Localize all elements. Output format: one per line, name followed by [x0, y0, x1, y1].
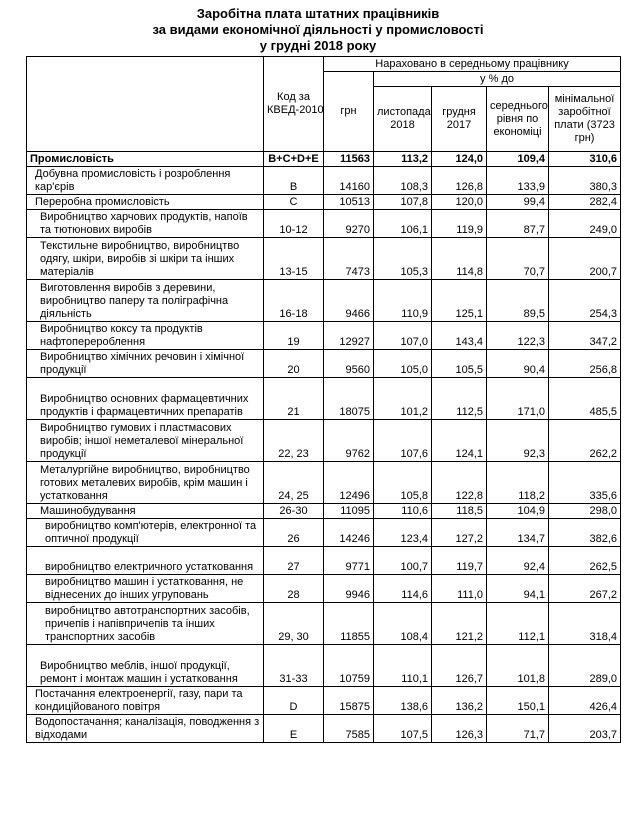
row-dec: 120,0 — [432, 195, 487, 210]
row-avg: 89,5 — [487, 280, 549, 322]
row-dec: 114,8 — [432, 238, 487, 280]
row-code: 31-33 — [264, 645, 324, 687]
row-name: Виробництво хімічних речовин і хімічної продукції — [27, 350, 264, 378]
row-uah: 11855 — [324, 603, 374, 645]
row-min: 380,3 — [549, 167, 621, 195]
row-avg: 90,4 — [487, 350, 549, 378]
row-uah: 7585 — [324, 715, 374, 743]
row-nov: 113,2 — [374, 152, 432, 167]
row-uah: 10513 — [324, 195, 374, 210]
row-name: Виробництво меблів, іншої продукції, ремонт і монтаж машин і устатковання — [27, 645, 264, 687]
row-nov: 101,2 — [374, 378, 432, 420]
row-min: 203,7 — [549, 715, 621, 743]
table-row — [27, 575, 621, 603]
row-code: D — [264, 687, 324, 715]
row-uah: 9466 — [324, 280, 374, 322]
table-title — [0, 0, 636, 56]
header-activity — [27, 57, 264, 152]
row-min: 262,2 — [549, 420, 621, 462]
table-row — [27, 378, 621, 420]
row-uah: 9270 — [324, 210, 374, 238]
table-row — [27, 504, 621, 519]
row-dec: 119,9 — [432, 210, 487, 238]
row-dec: 105,5 — [432, 350, 487, 378]
row-nov: 105,3 — [374, 238, 432, 280]
table-row — [27, 547, 621, 575]
row-name: Текстильне виробництво, виробництво одягу, шкіри, виробів зі шкіри та інших матеріалів — [27, 238, 264, 280]
row-nov: 107,0 — [374, 322, 432, 350]
row-avg: 104,9 — [487, 504, 549, 519]
table-row — [27, 462, 621, 504]
row-avg: 101,8 — [487, 645, 549, 687]
row-dec: 126,7 — [432, 645, 487, 687]
row-min: 289,0 — [549, 645, 621, 687]
row-avg: 99,4 — [487, 195, 549, 210]
header-code: Код за КВЕД-2010 — [264, 57, 324, 152]
table-row — [27, 195, 621, 210]
row-nov: 110,1 — [374, 645, 432, 687]
row-code: 16-18 — [264, 280, 324, 322]
row-name: Виробництво основних фармацевтичних продуктів і фармацевтичних препаратів — [27, 378, 264, 420]
row-code: 24, 25 — [264, 462, 324, 504]
row-code: 20 — [264, 350, 324, 378]
wages-table — [26, 56, 621, 743]
row-name: Виробництво коксу та продуктів нафтоперероблення — [27, 322, 264, 350]
header-min-wage: мінімальної заробітної плати (3723 грн) — [549, 87, 621, 152]
row-code: B+C+D+E — [264, 152, 324, 167]
table-row — [27, 715, 621, 743]
row-name: Металургійне виробництво, виробництво готових металевих виробів, крім машин і устатковання — [27, 462, 264, 504]
row-dec: 124,1 — [432, 420, 487, 462]
table-row — [27, 603, 621, 645]
table-row — [27, 519, 621, 547]
row-name: Постачання електроенергії, газу, пари та кондиційованого повітря — [27, 687, 264, 715]
row-name: Виробництво гумових і пластмасових виробів; іншої неметалевої мінеральної продукції — [27, 420, 264, 462]
row-dec: 127,2 — [432, 519, 487, 547]
row-uah: 18075 — [324, 378, 374, 420]
row-code: 26 — [264, 519, 324, 547]
row-nov: 114,6 — [374, 575, 432, 603]
row-uah: 11095 — [324, 504, 374, 519]
row-nov: 106,1 — [374, 210, 432, 238]
table-row — [27, 645, 621, 687]
row-code: 19 — [264, 322, 324, 350]
row-min: 426,4 — [549, 687, 621, 715]
row-min: 485,5 — [549, 378, 621, 420]
row-min: 262,5 — [549, 547, 621, 575]
table-row — [27, 152, 621, 167]
row-nov: 108,3 — [374, 167, 432, 195]
row-avg: 70,7 — [487, 238, 549, 280]
title-line-2: за видами економічної діяльності у промисловості — [152, 22, 484, 37]
row-nov: 107,8 — [374, 195, 432, 210]
row-min: 249,0 — [549, 210, 621, 238]
header-avg-economy: середнього рівня по економіці — [487, 87, 549, 152]
row-dec: 136,2 — [432, 687, 487, 715]
row-uah: 9560 — [324, 350, 374, 378]
row-min: 318,4 — [549, 603, 621, 645]
row-code: B — [264, 167, 324, 195]
row-uah: 9771 — [324, 547, 374, 575]
row-name: Виробництво харчових продуктів, напоїв та тютюнових виробів — [27, 210, 264, 238]
row-avg: 109,4 — [487, 152, 549, 167]
row-min: 298,0 — [549, 504, 621, 519]
row-code: 13-15 — [264, 238, 324, 280]
row-code: 26-30 — [264, 504, 324, 519]
row-name: виробництво автотранспортних засобів, причепів і напівпричепів та інших транспортних засобів — [27, 603, 264, 645]
row-avg: 150,1 — [487, 687, 549, 715]
table-row — [27, 210, 621, 238]
row-dec: 124,0 — [432, 152, 487, 167]
row-avg: 112,1 — [487, 603, 549, 645]
row-code: 21 — [264, 378, 324, 420]
row-name: Водопостачання; каналізація, поводження з відходами — [27, 715, 264, 743]
row-dec: 122,8 — [432, 462, 487, 504]
row-avg: 71,7 — [487, 715, 549, 743]
table-row — [27, 420, 621, 462]
header-nov-2018: листопада 2018 — [374, 87, 432, 152]
row-code: 22, 23 — [264, 420, 324, 462]
table-row — [27, 280, 621, 322]
row-avg: 134,7 — [487, 519, 549, 547]
table-row — [27, 322, 621, 350]
table-row — [27, 350, 621, 378]
table-row — [27, 687, 621, 715]
row-uah: 14160 — [324, 167, 374, 195]
header-accrued: Нараховано в середньому працівнику — [324, 57, 621, 72]
row-avg: 118,2 — [487, 462, 549, 504]
row-uah: 15875 — [324, 687, 374, 715]
row-min: 310,6 — [549, 152, 621, 167]
row-avg: 94,1 — [487, 575, 549, 603]
row-avg: 92,4 — [487, 547, 549, 575]
row-nov: 110,6 — [374, 504, 432, 519]
row-dec: 125,1 — [432, 280, 487, 322]
row-uah: 11563 — [324, 152, 374, 167]
row-nov: 138,6 — [374, 687, 432, 715]
header-uah: грн — [324, 72, 374, 152]
row-name: Промисловість — [27, 152, 264, 167]
row-nov: 110,9 — [374, 280, 432, 322]
row-dec: 126,3 — [432, 715, 487, 743]
row-min: 256,8 — [549, 350, 621, 378]
row-dec: 118,5 — [432, 504, 487, 519]
row-uah: 12496 — [324, 462, 374, 504]
row-code: 27 — [264, 547, 324, 575]
row-code: 29, 30 — [264, 603, 324, 645]
row-dec: 119,7 — [432, 547, 487, 575]
row-uah: 9946 — [324, 575, 374, 603]
row-uah: 9762 — [324, 420, 374, 462]
row-avg: 122,3 — [487, 322, 549, 350]
row-min: 282,4 — [549, 195, 621, 210]
row-min: 382,6 — [549, 519, 621, 547]
row-code: 10-12 — [264, 210, 324, 238]
row-name: Виготовлення виробів з деревини, виробництво паперу та поліграфічна діяльність — [27, 280, 264, 322]
row-min: 335,6 — [549, 462, 621, 504]
row-name: Переробна промисловість — [27, 195, 264, 210]
row-dec: 121,2 — [432, 603, 487, 645]
row-min: 267,2 — [549, 575, 621, 603]
header-dec-2017: грудня 2017 — [432, 87, 487, 152]
row-nov: 105,8 — [374, 462, 432, 504]
row-uah: 7473 — [324, 238, 374, 280]
row-nov: 107,5 — [374, 715, 432, 743]
title-line-1: Заробітна плата штатних працівників — [196, 6, 440, 21]
row-uah: 10759 — [324, 645, 374, 687]
table-row — [27, 167, 621, 195]
row-avg: 171,0 — [487, 378, 549, 420]
row-avg: 92,3 — [487, 420, 549, 462]
row-dec: 143,4 — [432, 322, 487, 350]
row-uah: 12927 — [324, 322, 374, 350]
row-name: Добувна промисловість і розроблення кар'єрів — [27, 167, 264, 195]
row-name: виробництво машин і устатковання, не віднесених до інших угруповань — [27, 575, 264, 603]
row-nov: 123,4 — [374, 519, 432, 547]
title-line-3: у грудні 2018 року — [259, 38, 377, 53]
row-name: виробництво комп'ютерів, електронної та оптичної продукції — [27, 519, 264, 547]
row-nov: 108,4 — [374, 603, 432, 645]
row-code: E — [264, 715, 324, 743]
row-avg: 87,7 — [487, 210, 549, 238]
row-nov: 105,0 — [374, 350, 432, 378]
row-min: 254,3 — [549, 280, 621, 322]
row-min: 347,2 — [549, 322, 621, 350]
row-uah: 14246 — [324, 519, 374, 547]
row-nov: 107,6 — [374, 420, 432, 462]
row-name: виробництво електричного устатковання — [27, 547, 264, 575]
header-percent-to: у % до — [374, 72, 621, 87]
row-code: C — [264, 195, 324, 210]
row-nov: 100,7 — [374, 547, 432, 575]
row-dec: 126,8 — [432, 167, 487, 195]
row-code: 28 — [264, 575, 324, 603]
row-min: 200,7 — [549, 238, 621, 280]
row-name: Машинобудування — [27, 504, 264, 519]
row-dec: 111,0 — [432, 575, 487, 603]
row-dec: 112,5 — [432, 378, 487, 420]
row-avg: 133,9 — [487, 167, 549, 195]
table-row — [27, 238, 621, 280]
